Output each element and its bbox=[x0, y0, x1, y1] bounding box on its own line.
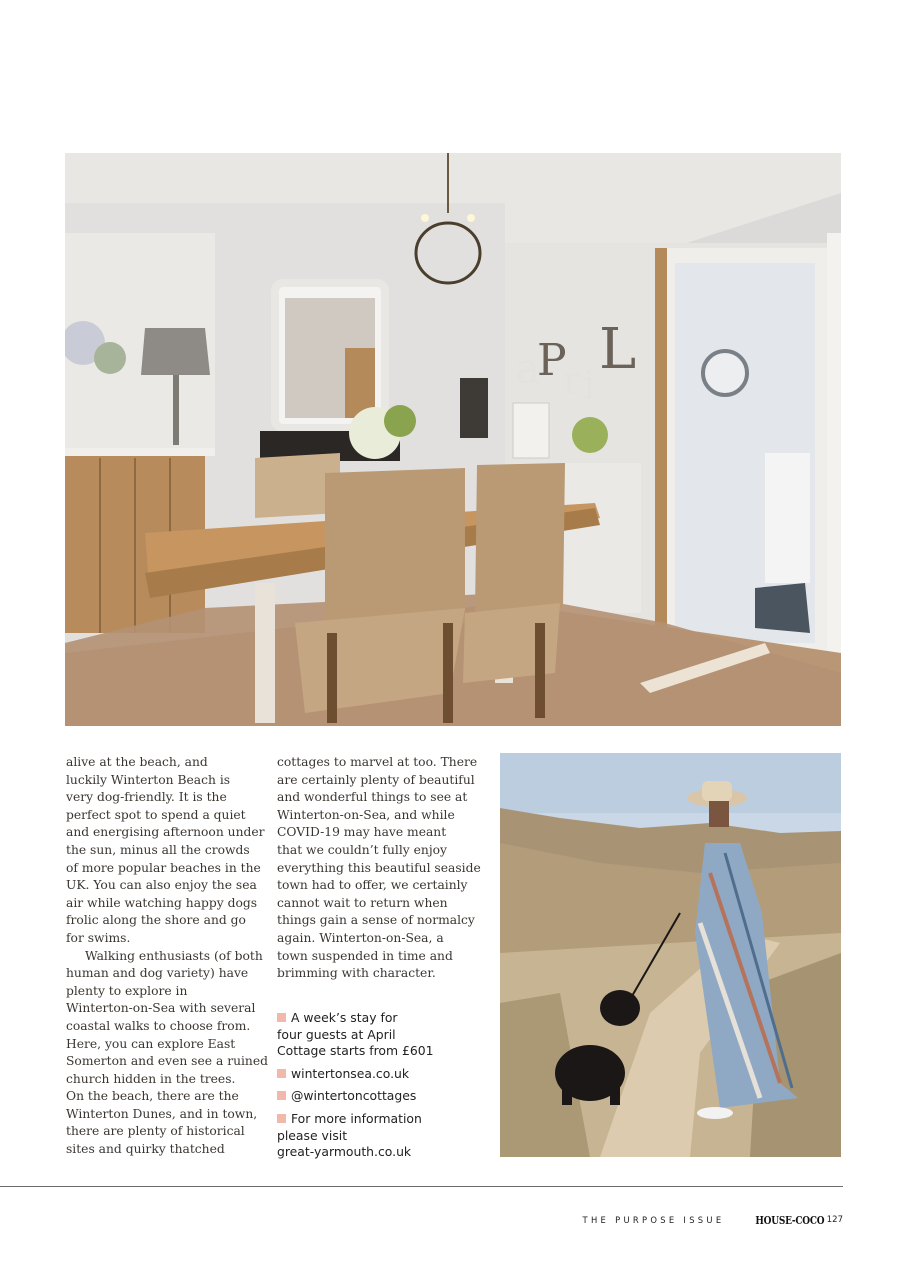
wall-letter-i: i bbox=[583, 363, 596, 407]
body-line: town suspended in time and bbox=[277, 948, 453, 963]
body-line: coastal walks to choose from. bbox=[66, 1018, 251, 1033]
body-line: Walking enthusiasts (of both bbox=[85, 948, 263, 963]
wall-letter-l: L bbox=[599, 317, 637, 382]
body-line: and wonderful things to see at bbox=[277, 790, 468, 805]
more-info-line bbox=[277, 1111, 492, 1128]
body-line: are certainly plenty of beautiful bbox=[277, 772, 475, 787]
body-line: for swims. bbox=[66, 930, 131, 945]
body-line: again. Winterton-on-Sea, a bbox=[277, 930, 444, 945]
bullet-square-icon bbox=[277, 1114, 286, 1123]
dunes-illustration bbox=[500, 753, 841, 1157]
body-line: plenty to explore in bbox=[66, 983, 188, 998]
body-line: everything this beautiful seaside bbox=[277, 860, 481, 875]
more-info-text: For more information bbox=[291, 1110, 422, 1126]
body-line: Winterton Dunes, and in town, bbox=[66, 1106, 258, 1121]
body-line: Winterton-on-Sea with several bbox=[66, 1001, 256, 1016]
body-line: that we couldn’t fully enjoy bbox=[277, 842, 448, 857]
price-info bbox=[277, 1010, 492, 1060]
body-line: frolic along the shore and go bbox=[66, 913, 246, 928]
price-line-text: A week’s stay for bbox=[291, 1010, 398, 1025]
side-photo-dunes bbox=[500, 753, 841, 1157]
body-line: perfect spot to spend a quiet bbox=[66, 807, 246, 822]
body-line: UK. You can also enjoy the sea bbox=[66, 878, 257, 893]
body-line: the sun, minus all the crowds bbox=[66, 842, 250, 857]
more-info-link[interactable]: great-yarmouth.co.uk bbox=[277, 1144, 412, 1160]
body-line: very dog-friendly. It is the bbox=[66, 790, 227, 805]
body-line: On the beach, there are the bbox=[66, 1089, 239, 1104]
body-line: Here, you can explore East bbox=[66, 1036, 236, 1051]
body-line: cottages to marvel at too. There bbox=[277, 755, 478, 769]
info-box bbox=[277, 1010, 492, 1167]
body-line: brimming with character. bbox=[277, 966, 436, 981]
body-line: there are plenty of historical bbox=[66, 1124, 245, 1139]
body-line: air while watching happy dogs bbox=[66, 895, 258, 910]
article-column-2 bbox=[277, 754, 487, 983]
website-link[interactable] bbox=[277, 1066, 492, 1083]
wall-letter-a: a bbox=[515, 344, 541, 393]
wall-letter-p: P bbox=[537, 335, 567, 386]
bullet-square-icon bbox=[277, 1091, 286, 1100]
social-handle-text[interactable]: @wintertoncottages bbox=[291, 1088, 417, 1104]
page-footer bbox=[583, 1213, 843, 1227]
body-line: luckily Winterton Beach is bbox=[66, 772, 231, 787]
main-photo-dining-room bbox=[65, 153, 841, 726]
body-line: alive at the beach, and bbox=[66, 755, 208, 769]
page-number: 127 bbox=[826, 1215, 843, 1225]
body-line: things gain a sense of normalcy bbox=[277, 913, 475, 928]
body-line: Somerton and even see a ruined bbox=[66, 1054, 268, 1069]
body-line: church hidden in the trees. bbox=[66, 1071, 236, 1086]
issue-label: THE PURPOSE ISSUE bbox=[582, 1215, 725, 1225]
wall-letter-r: r bbox=[563, 361, 581, 402]
price-line: Cottage starts from £601 bbox=[277, 1043, 434, 1059]
more-info bbox=[277, 1111, 492, 1161]
body-line: and energising afternoon under bbox=[66, 825, 265, 840]
body-line: COVID-19 may have meant bbox=[277, 825, 447, 840]
body-line: cannot wait to return when bbox=[277, 895, 448, 910]
body-line: of more popular beaches in the bbox=[66, 860, 261, 875]
body-line: town had to offer, we certainly bbox=[277, 878, 468, 893]
article-column-1 bbox=[66, 754, 266, 1159]
body-line: sites and quirky thatched bbox=[66, 1142, 225, 1157]
website-text[interactable]: wintertonsea.co.uk bbox=[291, 1065, 410, 1081]
body-line: human and dog variety) have bbox=[66, 966, 249, 981]
price-line bbox=[277, 1010, 492, 1027]
footer-rule bbox=[0, 1186, 843, 1187]
dining-room-illustration bbox=[65, 153, 841, 726]
social-handle[interactable] bbox=[277, 1088, 492, 1105]
magazine-logo: HOUSE-COCO bbox=[755, 1213, 825, 1227]
bullet-square-icon bbox=[277, 1069, 286, 1078]
bullet-square-icon bbox=[277, 1013, 286, 1022]
price-line: four guests at April bbox=[277, 1026, 396, 1042]
more-info-line: please visit bbox=[277, 1127, 348, 1143]
body-line: Winterton-on-Sea, and while bbox=[277, 807, 455, 822]
